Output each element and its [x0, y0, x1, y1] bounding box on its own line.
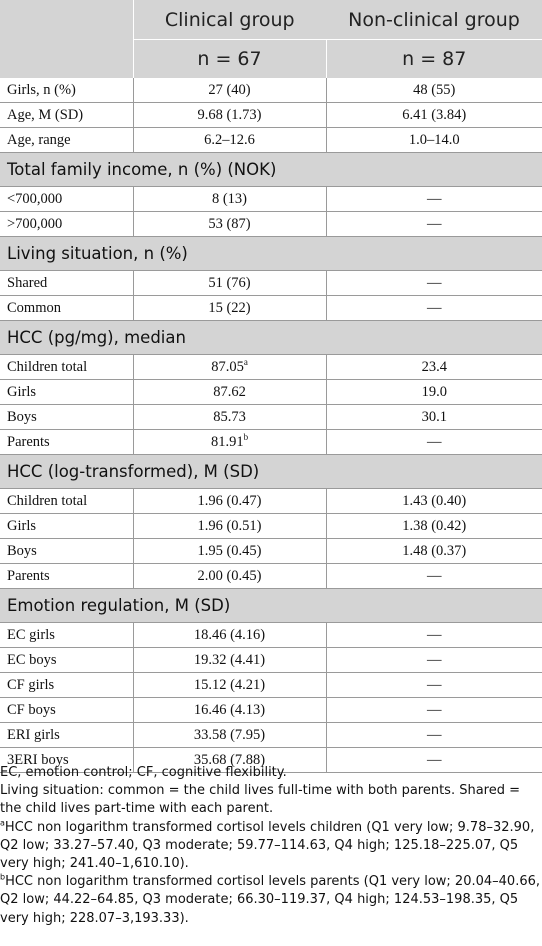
nonclinical-value-cell-text: —	[427, 651, 442, 668]
row-label-cell	[0, 539, 133, 564]
clinical-value-cell	[133, 271, 326, 296]
nonclinical-value-cell	[326, 564, 542, 589]
nonclinical-value-cell	[326, 296, 542, 321]
nonclinical-value-cell	[326, 623, 542, 648]
footnote-marker: a	[243, 356, 248, 367]
row-label-cell	[0, 698, 133, 723]
row-label-cell	[0, 648, 133, 673]
clinical-value-cell-text: 27 (40)	[208, 81, 251, 98]
nonclinical-value-cell-text: —	[427, 676, 442, 693]
nonclinical-value-cell-text: —	[427, 433, 442, 450]
nonclinical-value-cell-text: —	[427, 215, 442, 232]
nonclinical-value-cell-text: —	[427, 274, 442, 291]
section-title: Emotion regulation, M (SD)	[0, 589, 542, 623]
clinical-value-cell	[133, 698, 326, 723]
section-header-row	[0, 455, 542, 489]
clinical-value-cell	[133, 187, 326, 212]
table-row	[0, 723, 542, 748]
clinical-value-cell	[133, 539, 326, 564]
nonclinical-value-cell-text: 23.4	[421, 358, 447, 375]
nonclinical-value-cell-text: —	[427, 567, 442, 584]
clinical-value-cell-text: 16.46 (4.13)	[193, 701, 266, 718]
row-label-cell-text: CF boys	[7, 701, 56, 718]
nonclinical-value-cell	[326, 430, 542, 455]
section-header-row	[0, 589, 542, 623]
row-label-cell-text: Girls, n (%)	[7, 81, 76, 98]
clinical-value-cell-text: 15.12 (4.21)	[193, 676, 266, 693]
section-header-row	[0, 321, 542, 355]
clinical-value-cell	[133, 355, 326, 380]
footnote-a	[0, 819, 540, 874]
row-label-cell	[0, 271, 133, 296]
table-row	[0, 212, 542, 237]
section-header-row	[0, 237, 542, 271]
nonclinical-value-cell	[326, 103, 542, 128]
clinical-value-cell	[133, 623, 326, 648]
row-label-cell-text: Boys	[7, 408, 37, 425]
clinical-value-cell	[133, 564, 326, 589]
clinical-value-cell	[133, 78, 326, 103]
table-row	[0, 380, 542, 405]
nonclinical-value-cell-text: —	[427, 299, 442, 316]
nonclinical-n-header: n = 87	[326, 40, 542, 79]
nonclinical-value-cell	[326, 489, 542, 514]
row-label-cell-text: Common	[7, 299, 61, 316]
nonclinical-value-cell	[326, 128, 542, 153]
row-label-cell-text: Age, M (SD)	[7, 106, 84, 123]
table-row	[0, 355, 542, 380]
nonclinical-value-cell	[326, 187, 542, 212]
clinical-value-cell-text: 51 (76)	[208, 274, 251, 291]
footnote-marker: b	[243, 431, 249, 442]
table-row	[0, 103, 542, 128]
clinical-value-cell-text: 33.58 (7.95)	[193, 726, 266, 743]
nonclinical-value-cell-text: —	[427, 701, 442, 718]
table-row	[0, 648, 542, 673]
row-label-cell	[0, 296, 133, 321]
clinical-value-cell-text: 2.00 (0.45)	[197, 567, 262, 584]
clinical-value-cell-text: 6.2–12.6	[204, 131, 255, 148]
nonclinical-value-cell-text: —	[427, 726, 442, 743]
row-label-cell	[0, 187, 133, 212]
table-footnotes	[0, 764, 540, 928]
table-row	[0, 539, 542, 564]
row-label-cell-text: Parents	[7, 433, 50, 450]
footnote-b-marker: b	[0, 872, 6, 882]
clinical-value-cell	[133, 380, 326, 405]
row-label-cell-text: Shared	[7, 274, 48, 291]
row-label-cell-text: EC boys	[7, 651, 57, 668]
footnote-b	[0, 873, 540, 928]
clinical-value-cell-text: 1.96 (0.51)	[197, 517, 262, 534]
nonclinical-value-cell-text: 48 (55)	[413, 81, 456, 98]
clinical-value-cell-text: 81.91	[210, 433, 244, 450]
header-row-titles	[0, 0, 542, 40]
row-label-cell-text: <700,000	[7, 190, 63, 207]
row-label-cell	[0, 430, 133, 455]
table-row	[0, 698, 542, 723]
nonclinical-value-cell	[326, 78, 542, 103]
nonclinical-value-cell	[326, 673, 542, 698]
header-corner-cell	[0, 0, 133, 78]
table-row	[0, 187, 542, 212]
nonclinical-value-cell	[326, 539, 542, 564]
footnote-b-text: HCC non logarithm transformed cortisol levels parents (Q1 very low; 20.04–40.66, Q2 low; 44.22–64.85, Q3 moderate; 66.30–119.37, Q4 high; 124.53–198.35, Q5 very high; 228.07–3,193.33).	[0, 874, 540, 926]
nonclinical-value-cell-text: —	[427, 751, 442, 768]
table-row	[0, 489, 542, 514]
row-label-cell	[0, 103, 133, 128]
nonclinical-value-cell	[326, 698, 542, 723]
table-row	[0, 673, 542, 698]
abbreviation-note: EC, emotion control; CF, cognitive flexibility.	[0, 765, 287, 780]
clinical-n-header: n = 67	[133, 40, 326, 79]
row-label-cell-text: EC girls	[7, 626, 55, 643]
row-label-cell-text: >700,000	[7, 215, 63, 232]
row-label-cell-text: Girls	[7, 383, 36, 400]
row-label-cell-text: Boys	[7, 542, 37, 559]
clinical-value-cell-text: 85.73	[213, 408, 246, 425]
table-row	[0, 78, 542, 103]
row-label-cell-text: Children total	[7, 492, 88, 509]
clinical-value-cell-text: 9.68 (1.73)	[197, 106, 262, 123]
nonclinical-value-cell-text: 1.48 (0.37)	[402, 542, 467, 559]
clinical-value-cell	[133, 723, 326, 748]
clinical-value-cell-text: 35.68 (7.88)	[193, 751, 266, 768]
row-label-cell-text: Girls	[7, 517, 36, 534]
clinical-value-cell	[133, 648, 326, 673]
nonclinical-value-cell-text: —	[427, 190, 442, 207]
clinical-value-cell	[133, 212, 326, 237]
clinical-group-header: Clinical group	[133, 0, 326, 40]
clinical-value-cell-text: 1.96 (0.47)	[197, 492, 262, 509]
clinical-value-cell	[133, 430, 326, 455]
table-row	[0, 623, 542, 648]
nonclinical-value-cell	[326, 648, 542, 673]
row-label-cell	[0, 489, 133, 514]
section-title: HCC (log-transformed), M (SD)	[0, 455, 542, 489]
living-situation-note: Living situation: common = the child lives full-time with both parents. Shared = the child lives part-time with each parent.	[0, 783, 521, 817]
row-label-cell-text: CF girls	[7, 676, 55, 693]
clinical-value-cell	[133, 296, 326, 321]
row-label-cell	[0, 355, 133, 380]
row-label-cell	[0, 405, 133, 430]
clinical-value-cell-text: 18.46 (4.16)	[193, 626, 266, 643]
row-label-cell	[0, 514, 133, 539]
clinical-value-cell-text: 87.05	[211, 358, 244, 375]
row-label-cell	[0, 623, 133, 648]
footnote-a-text: HCC non logarithm transformed cortisol levels children (Q1 very low; 9.78–32.90, Q2 low; 33.27–57.40, Q3 moderate; 59.77–114.63, Q4 high; 125.18–225.07, Q5 very high; 241.40–1,610.10).	[0, 819, 535, 872]
table-row	[0, 271, 542, 296]
section-title: HCC (pg/mg), median	[0, 321, 542, 355]
clinical-value-cell	[133, 514, 326, 539]
nonclinical-value-cell-text: 1.43 (0.40)	[402, 492, 467, 509]
clinical-value-cell-text: 19.32 (4.41)	[193, 651, 266, 668]
footnote-a-marker: a	[0, 818, 5, 828]
clinical-value-cell-text: 8 (13)	[211, 190, 248, 207]
nonclinical-value-cell-text: 1.0–14.0	[408, 131, 460, 148]
nonclinical-value-cell-text: 30.1	[421, 408, 447, 425]
row-label-cell	[0, 564, 133, 589]
row-label-cell	[0, 128, 133, 153]
clinical-value-cell	[133, 673, 326, 698]
nonclinical-value-cell	[326, 514, 542, 539]
nonclinical-value-cell-text: 6.41 (3.84)	[402, 106, 467, 123]
clinical-value-cell	[133, 405, 326, 430]
nonclinical-value-cell	[326, 355, 542, 380]
clinical-value-cell	[133, 103, 326, 128]
row-label-cell-text: Children total	[7, 358, 88, 375]
section-title: Total family income, n (%) (NOK)	[0, 153, 542, 187]
row-label-cell-text: Parents	[7, 567, 50, 584]
clinical-value-cell-text: 87.62	[213, 383, 246, 400]
table-row	[0, 430, 542, 455]
nonclinical-value-cell	[326, 380, 542, 405]
row-label-cell	[0, 723, 133, 748]
row-label-cell	[0, 212, 133, 237]
table-row	[0, 296, 542, 321]
table-row	[0, 564, 542, 589]
section-title: Living situation, n (%)	[0, 237, 542, 271]
row-label-cell	[0, 673, 133, 698]
section-header-row	[0, 153, 542, 187]
row-label-cell-text: ERI girls	[7, 726, 60, 743]
nonclinical-group-header: Non-clinical group	[326, 0, 542, 40]
nonclinical-value-cell	[326, 212, 542, 237]
nonclinical-value-cell	[326, 723, 542, 748]
clinical-value-cell	[133, 128, 326, 153]
clinical-value-cell-text: 1.95 (0.45)	[197, 542, 262, 559]
row-label-cell	[0, 78, 133, 103]
nonclinical-value-cell-text: 19.0	[421, 383, 447, 400]
clinical-value-cell	[133, 489, 326, 514]
nonclinical-value-cell-text: 1.38 (0.42)	[402, 517, 467, 534]
nonclinical-value-cell-text: —	[427, 626, 442, 643]
table-row	[0, 405, 542, 430]
nonclinical-value-cell	[326, 405, 542, 430]
nonclinical-value-cell	[326, 271, 542, 296]
row-label-cell-text: Age, range	[7, 131, 71, 148]
table-row	[0, 514, 542, 539]
clinical-value-cell-text: 15 (22)	[208, 299, 251, 316]
table-row	[0, 128, 542, 153]
row-label-cell	[0, 380, 133, 405]
clinical-value-cell-text: 53 (87)	[208, 215, 251, 232]
row-label-cell-text: 3ERI boys	[7, 751, 69, 768]
